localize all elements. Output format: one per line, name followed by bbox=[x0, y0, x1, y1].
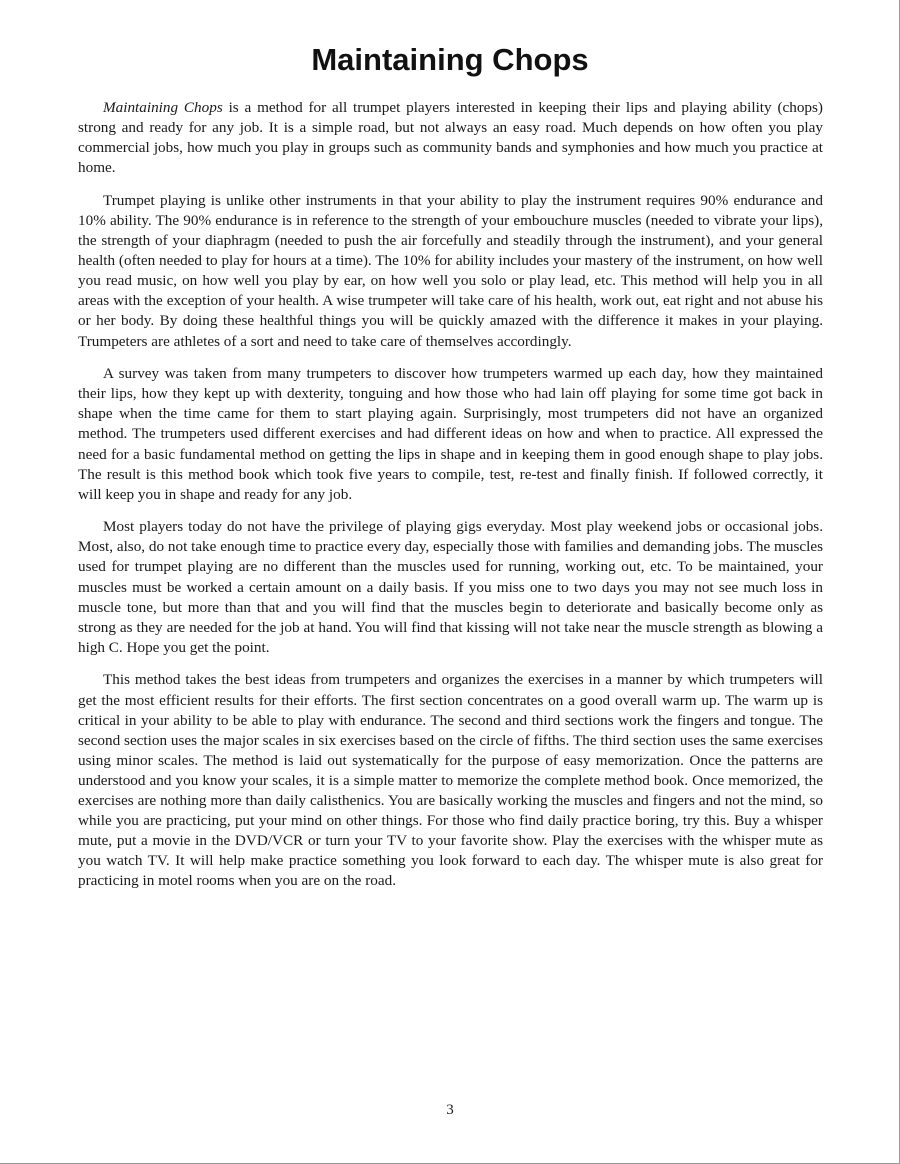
body-text bbox=[78, 98, 823, 904]
paragraph-5: This method takes the best ideas from trumpeters and organizes the exercises in a manner by which trumpeters will get the most efficient results for their efforts. The first section concentrates on a good overall warm up. The warm up is critical in your ability to be able to play with endurance. The second and third sections work the fingers and tongue. The second section uses the major scales in six exercises based on the circle of fifths. The third section uses the same exercises using minor scales. The method is laid out systematically for the purpose of easy memorization. Once the patterns are understood and you know your scales, it is a simple matter to memorize the complete method book. Once memorized, the exercises are nothing more than daily calisthenics. You are basically working the muscles and fingers and not the mind, so while you are practicing, put your mind on other things. For those who find daily practice boring, try this. Buy a whisper mute, put a movie in the DVD/VCR or turn your TV to your favorite show. Play the exercises with the whisper mute as you watch TV. It will help make practice something you look forward to each day. The whisper mute is also great for practicing in motel rooms when you are on the road. bbox=[78, 671, 823, 890]
page-title: Maintaining Chops bbox=[311, 42, 589, 77]
paragraph-1 bbox=[78, 98, 823, 178]
italic-book-title: Maintaining Chops bbox=[103, 99, 223, 116]
paragraph-text: is a method for all trumpet players interested in keeping their lips and playing ability (chops) strong and ready for any job. It is a simple road, but not always an easy road. Much depends on how often you play commercial jobs, how much you play in groups such as community bands and symphonies and how much you practice at home. bbox=[78, 99, 823, 177]
paragraph-4: Most players today do not have the privilege of playing gigs everyday. Most play weekend jobs or occasional jobs. Most, also, do not take enough time to practice every day, especially those with families and demanding jobs. The muscles used for trumpet playing are no different than the muscles used for running, working out, etc. To be maintained, your muscles must be worked a certain amount on a daily basis. If you miss one to two days you may not see much loss in muscle tone, but more than that and you will find that the muscles begin to deteriorate and basically become only as strong as they are needed for the job at hand. You will find that kissing will not take near the muscle strength as blowing a high C. Hope you get the point. bbox=[78, 518, 823, 656]
page-number: 3 bbox=[446, 1102, 454, 1118]
paragraph-2: Trumpet playing is unlike other instruments in that your ability to play the instrument requires 90% endurance and 10% ability. The 90% endurance is in reference to the strength of your embouchure muscles (needed to vibrate your lips), the strength of your diaphragm (needed to push the air forcefully and steadily through the instrument), and your general health (often needed to play for hours at a time). The 10% for ability includes your mastery of the instrument, on how well you read music, on how well you play by ear, on how well you solo or play lead, etc. This method will help you in all areas with the exception of your health. A wise trumpeter will take care of his health, work out, eat right and not abuse his or her body. By doing these healthful things you will be quickly amazed with the difference it makes in your playing. Trumpeters are athletes of a sort and need to take care of themselves accordingly. bbox=[78, 191, 823, 350]
paragraph-3: A survey was taken from many trumpeters to discover how trumpeters warmed up each day, how they maintained their lips, how they kept up with dexterity, tonguing and how those who had lain off playing for some time got back in shape when the time came for them to start playing again. Surprisingly, most trumpeters did not have an organized method. The trumpeters used different exercises and had different ideas on how and when to practice. All expressed the need for a basic fundamental method on getting the lips in shape and in keeping them in good enough shape to play jobs. The result is this method book which took five years to compile, test, re-test and finally finish. If followed correctly, it will keep you in shape and ready for any job. bbox=[78, 365, 823, 503]
